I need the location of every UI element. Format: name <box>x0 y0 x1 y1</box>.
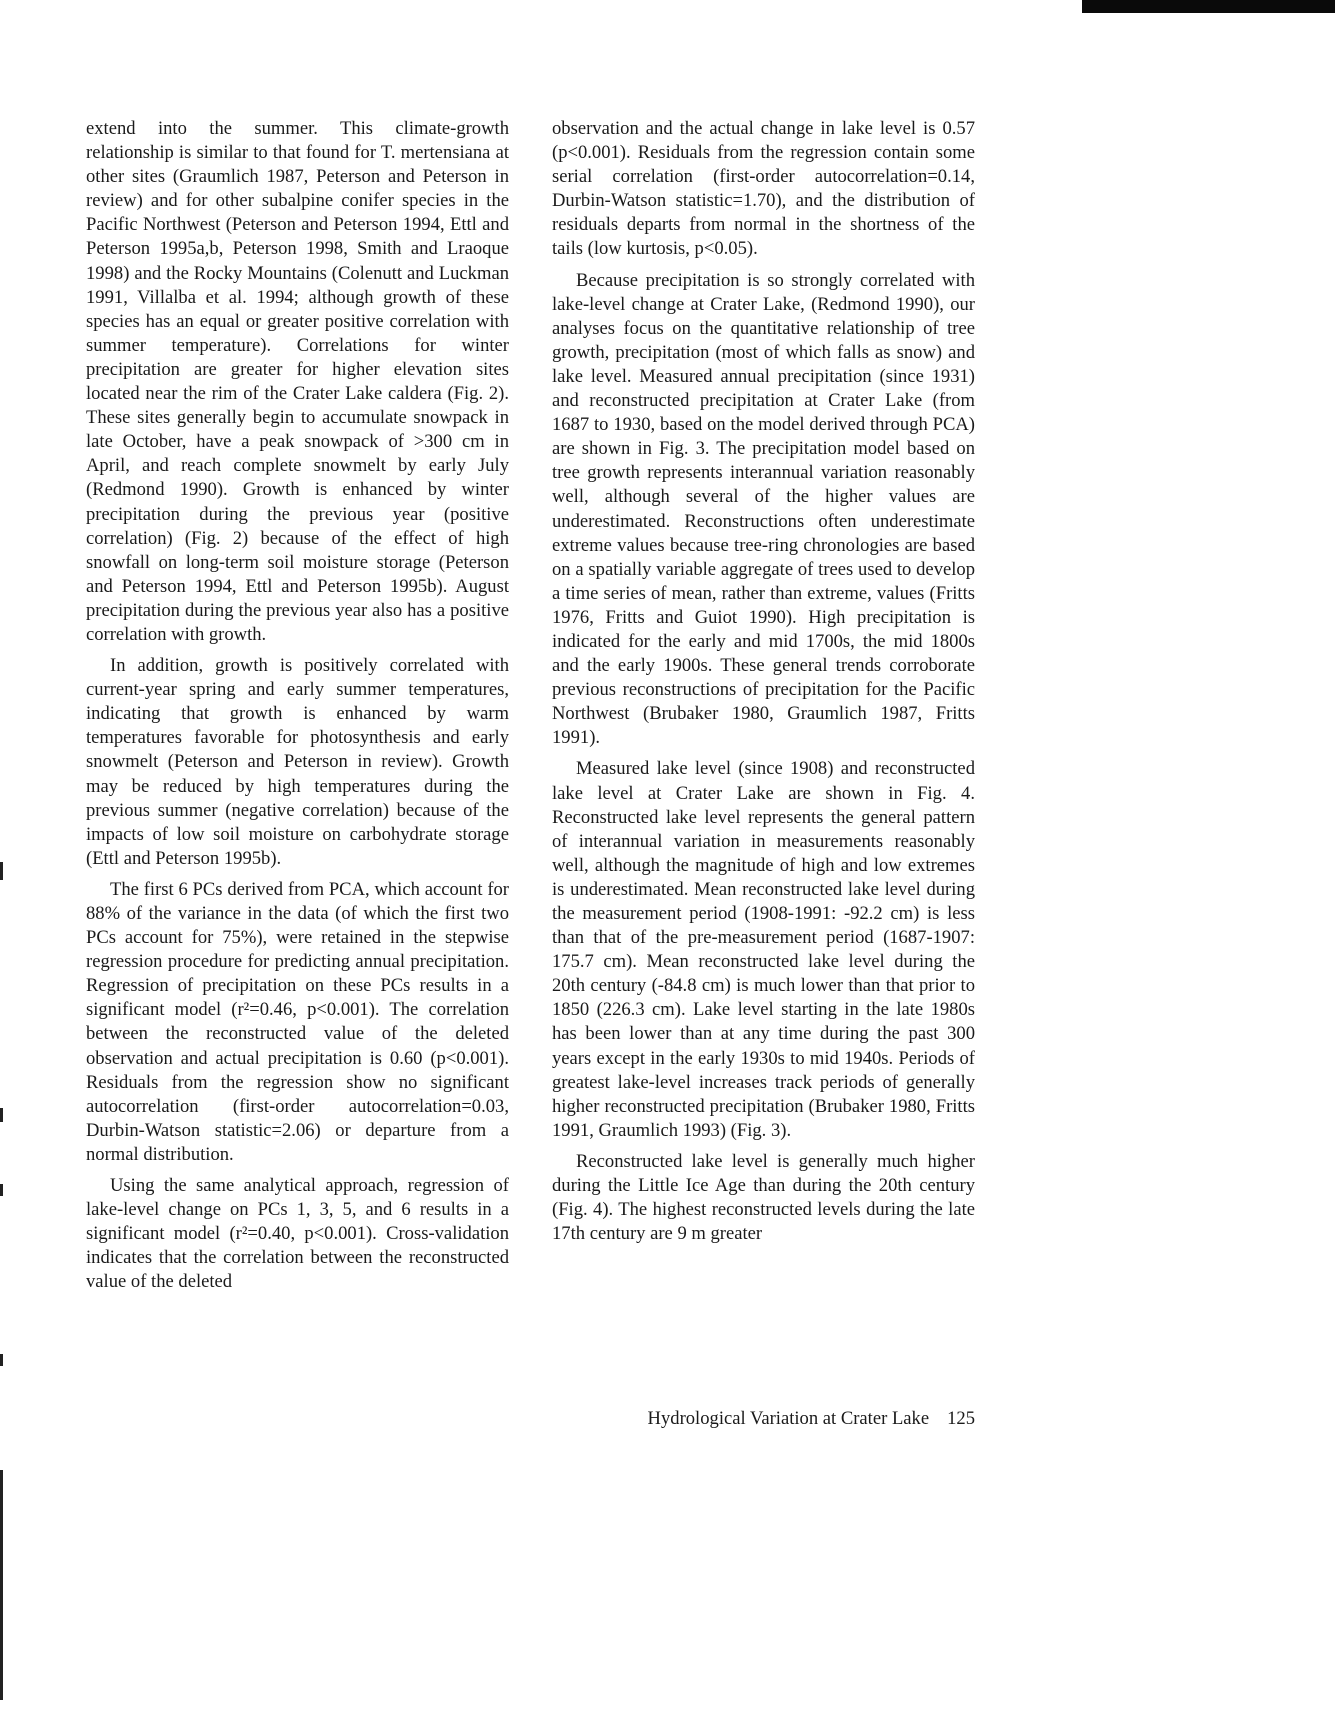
left-column <box>86 117 509 1302</box>
page-number: 125 <box>947 1408 975 1429</box>
paragraph: The first 6 PCs derived from PCA, which account for 88% of the variance in the data (of which the first two PCs account for 75%), were retained in the stepwise regression procedure for predicting annual precipitation. Regression of precipitation on these PCs results in a significant model (r²=0.46, p<0.001). The correlation between the reconstructed value of the deleted observation and actual precipitation is 0.60 (p<0.001). Residuals from the regression show no significant autocorrelation (first-order autocorrelation=0.03, Durbin-Watson statistic=2.06) or departure from a normal distribution. <box>86 878 509 1165</box>
scan-edge-mark <box>0 1470 3 1700</box>
scan-border-top <box>1082 0 1335 13</box>
paragraph: In addition, growth is positively correlated with current-year spring and early summer temperatures, indicating that growth is enhanced by warm temperatures favorable for photosynthesis and early snowmelt (Peterson and Peterson in review). Growth may be reduced by high temperatures during the previous summer (negative correlation) because of the impacts of low soil moisture on carbohydrate storage (Ettl and Peterson 1995b). <box>86 655 509 869</box>
paragraph: Reconstructed lake level is generally much higher during the Little Ice Age than during the 20th century (Fig. 4). The highest reconstructed levels during the late 17th century are 9 m greater <box>552 1150 975 1245</box>
paragraph: Measured lake level (since 1908) and reconstructed lake level at Crater Lake are shown in Fig. 4. Reconstructed lake level represents the general pattern of interannual variation in measurements reasonably well, although the magnitude of high and low extremes is underestimated. Mean reconstructed lake level during the measurement period (1908-1991: -92.2 cm) is less than that of the pre-measurement period (1687-1907: 175.7 cm). Mean reconstructed lake level during the 20th century (-84.8 cm) is much lower than that prior to 1850 (226.3 cm). Lake level starting in the late 1980s has been lower than at any time during the past 300 years except in the early 1930s to mid 1940s. Periods of greatest lake-level increases track periods of generally higher reconstructed precipitation (Brubaker 1980, Fritts 1991, Graumlich 1993) (Fig. 3). <box>552 758 975 1141</box>
scan-edge-mark <box>0 1108 3 1122</box>
scan-edge-mark <box>0 862 3 880</box>
scan-edge-mark <box>0 1184 3 1196</box>
paragraph: Because precipitation is so strongly correlated with lake-level change at Crater Lake, (Redmond 1990), our analyses focus on the quantitative relationship of tree growth, precipitation (most of which falls as snow) and lake level. Measured annual precipitation (since 1931) and reconstructed precipitation at Crater Lake (from 1687 to 1930, based on the model derived through PCA) are shown in Fig. 3. The precipitation model based on tree growth represents interannual variation reasonably well, although several of the higher values are underestimated. Reconstructions often underestimate extreme values because tree-ring chronologies are based on a spatially variable aggregate of trees used to develop a time series of mean, rather than extreme, values (Fritts 1976, Fritts and Guiot 1990). High precipitation is indicated for the early and mid 1700s, the mid 1800s and the early 1900s. These general trends corroborate previous reconstructions of precipitation for the Pacific Northwest (Brubaker 1980, Graumlich 1987, Fritts 1991). <box>552 269 975 749</box>
running-title: Hydrological Variation at Crater Lake <box>647 1408 930 1429</box>
paragraph: extend into the summer. This climate-growth relationship is similar to that found for T. mertensiana at other sites (Graumlich 1987, Peterson and Peterson in review) and for other subalpine conifer species in the Pacific Northwest (Peterson and Peterson 1994, Ettl and Peterson 1995a,b, Peterson 1998, Smith and Lraoque 1998) and the Rocky Mountains (Colenutt and Luckman 1991, Villalba et al. 1994; although growth of these species has an equal or greater positive correlation with summer temperature). Correlations for winter precipitation are greater for higher elevation sites located near the rim of the Crater Lake caldera (Fig. 2). These sites generally begin to accumulate snowpack in late October, have a peak snowpack of >300 cm in April, and reach complete snowmelt by early July (Redmond 1990). Growth is enhanced by winter precipitation during the previous year (positive correlation) (Fig. 2) because of the effect of high snowfall on long-term soil moisture storage (Peterson and Peterson 1994, Ettl and Peterson 1995b). August precipitation during the previous year also has a positive correlation with growth. <box>86 118 509 645</box>
paragraph: Using the same analytical approach, regression of lake-level change on PCs 1, 3, 5, and 6 results in a significant model (r²=0.40, p<0.001). Cross-validation indicates that the correlation between the reconstructed value of the deleted <box>86 1175 509 1293</box>
scan-edge-mark <box>0 1354 3 1366</box>
right-column <box>552 117 975 1253</box>
page-footer <box>552 1408 975 1430</box>
paragraph: observation and the actual change in lake level is 0.57 (p<0.001). Residuals from the regression contain some serial correlation (first-order autocorrelation=0.14, Durbin-Watson statistic=1.70), and the distribution of residuals departs from normal in the shortness of the tails (low kurtosis, p<0.05). <box>552 118 975 260</box>
